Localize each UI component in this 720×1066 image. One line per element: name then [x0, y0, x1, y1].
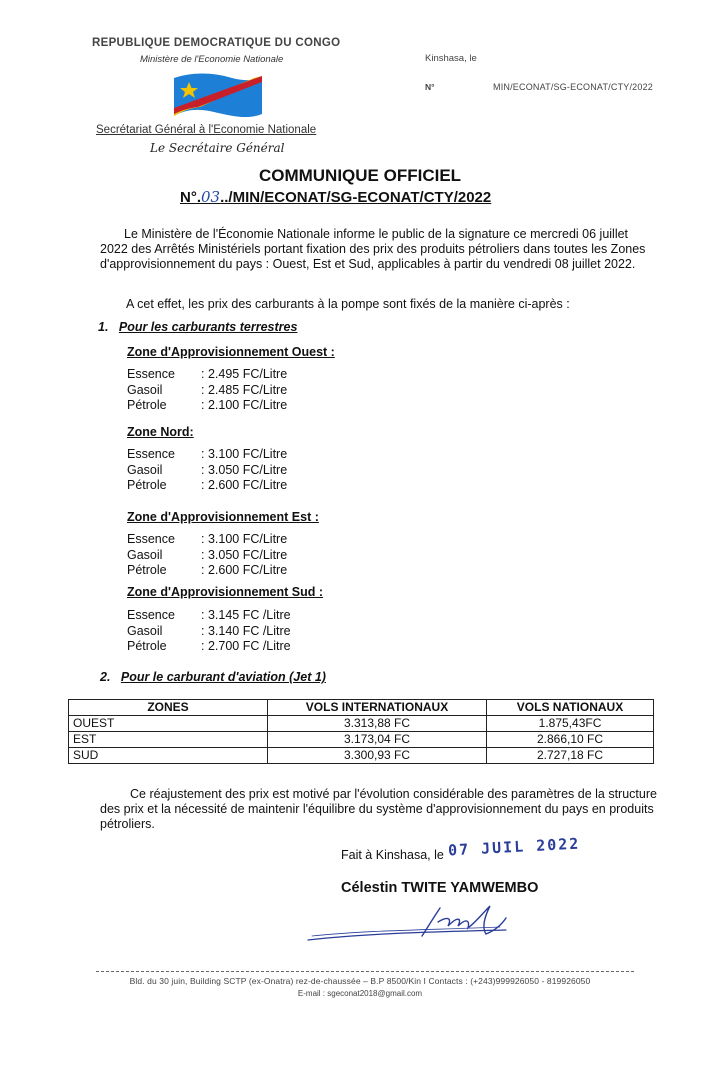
- table-cell: 3.313,88 FC: [268, 716, 487, 732]
- product-price: : 2.495 FC/Litre: [201, 367, 288, 381]
- product-name: Pétrole: [127, 398, 167, 412]
- handwritten-number: 03: [201, 188, 221, 206]
- reference-number: MIN/ECONAT/SG-ECONAT/CTY/2022: [493, 82, 653, 92]
- price-row: [127, 398, 287, 414]
- table-cell: 3.173,04 FC: [268, 732, 487, 748]
- product-name: Gasoil: [127, 623, 163, 638]
- intro-paragraph: Le Ministère de l'Économie Nationale informe le public de la signature ce mercredi 06 juillet 2022 des Arrêtés Ministériels portant fixation des prix des produits pétroliers dans toutes les Zones d'approvisionnement du pays : Ouest, Est et Sud, applicables à partir du vendredi 08 juillet 2022.: [100, 227, 646, 271]
- table-header: VOLS INTERNATIONAUX: [268, 700, 487, 716]
- product-name: Gasoil: [127, 462, 163, 477]
- zone-ouest-prices: [127, 367, 287, 414]
- price-row: [127, 608, 291, 624]
- price-row: [127, 563, 287, 579]
- product-name: Pétrole: [127, 563, 167, 577]
- product-price: : 2.100 FC/Litre: [201, 398, 288, 412]
- price-row: [127, 478, 287, 494]
- number-label: N°: [425, 82, 435, 92]
- section-1-title: Pour les carburants terrestres: [118, 320, 298, 334]
- product-price: : 3.100 FC/Litre: [201, 532, 288, 546]
- section-2-title: Pour le carburant d'aviation (Jet 1): [120, 670, 326, 684]
- product-price: : 3.145 FC /Litre: [201, 608, 291, 622]
- product-price: : 3.050 FC/Litre: [201, 462, 288, 477]
- aviation-fuel-table: [68, 699, 654, 764]
- product-price: : 3.140 FC /Litre: [201, 623, 291, 638]
- fait-a-kinshasa: Fait à Kinshasa, le: [341, 848, 444, 862]
- date-stamp: 07 JUIL 2022: [447, 834, 581, 860]
- justification-paragraph: Ce réajustement des prix est motivé par l'évolution considérable des paramètres de la structure des prix et la nécessité de maintenir l'équilibre du système d'approvisionnement du pays en produits pétroliers.: [100, 787, 657, 831]
- product-price: : 2.700 FC /Litre: [201, 639, 291, 653]
- price-row: [127, 367, 287, 383]
- section-2-heading: [100, 670, 326, 684]
- product-name: Essence: [127, 532, 175, 546]
- price-row: [127, 548, 287, 564]
- product-name: Pétrole: [127, 639, 167, 653]
- section-1-number: 1.: [98, 320, 109, 334]
- footer-divider: [96, 971, 634, 972]
- place-date: Kinshasa, le: [425, 53, 477, 64]
- table-cell: EST: [69, 732, 268, 748]
- product-price: : 2.600 FC/Litre: [201, 563, 288, 577]
- table-cell: 2.866,10 FC: [487, 732, 654, 748]
- footer-address: Bld. du 30 juin, Building SCTP (ex-Onatra) rez-de-chaussée – B.P 8500/Kin I Contacts : (+243)999926050 - 819926050: [129, 976, 591, 986]
- footer-email: E-mail : sgeconat2018@gmail.com: [297, 989, 423, 998]
- product-name: Essence: [127, 447, 175, 461]
- price-row: [127, 532, 287, 548]
- zone-est-prices: [127, 532, 287, 579]
- country-name: REPUBLIQUE DEMOCRATIQUE DU CONGO: [92, 37, 341, 49]
- table-header-row: [69, 700, 654, 716]
- prices-intro-paragraph: A cet effet, les prix des carburants à la pompe sont fixés de la manière ci-après :: [126, 297, 570, 311]
- communique-number: [180, 188, 491, 206]
- price-row: [127, 463, 287, 479]
- signatory-role: Le Secrétaire Général: [150, 141, 285, 155]
- secretariat-name: Secrétariat Général à l'Economie Nationale: [96, 124, 317, 136]
- product-name: Essence: [127, 608, 175, 622]
- table-cell: 1.875,43FC: [487, 716, 654, 732]
- table-header: VOLS NATIONAUX: [487, 700, 654, 716]
- product-name: Gasoil: [127, 547, 163, 562]
- zone-nord-prices: [127, 447, 287, 494]
- ministry-name: Ministère de l'Economie Nationale: [140, 54, 284, 65]
- zone-sud-title: Zone d'Approvisionnement Sud :: [127, 585, 324, 599]
- product-price: : 2.485 FC/Litre: [201, 382, 288, 397]
- product-name: Essence: [127, 367, 175, 381]
- zone-sud-prices: [127, 608, 291, 655]
- product-price: : 3.050 FC/Litre: [201, 547, 288, 562]
- table-row: [69, 732, 654, 748]
- table-cell: 3.300,93 FC: [268, 748, 487, 764]
- zone-est-title: Zone d'Approvisionnement Est :: [127, 510, 319, 524]
- price-row: [127, 639, 291, 655]
- drc-flag-icon: [172, 70, 264, 120]
- page-title: COMMUNIQUE OFFICIEL: [258, 166, 462, 185]
- price-row: [127, 383, 287, 399]
- price-row: [127, 447, 287, 463]
- table-row: [69, 748, 654, 764]
- product-name: Pétrole: [127, 478, 167, 492]
- handwritten-signature-icon: [300, 900, 510, 945]
- price-row: [127, 624, 291, 640]
- table-header: ZONES: [69, 700, 268, 716]
- product-name: Gasoil: [127, 382, 163, 397]
- number-prefix: N°.: [180, 189, 201, 206]
- section-1-heading: [98, 320, 297, 334]
- table-cell: SUD: [69, 748, 268, 764]
- table-cell: OUEST: [69, 716, 268, 732]
- table-cell: 2.727,18 FC: [487, 748, 654, 764]
- zone-nord-title: Zone Nord:: [127, 425, 194, 439]
- product-price: : 2.600 FC/Litre: [201, 478, 288, 492]
- product-price: : 3.100 FC/Litre: [201, 447, 288, 461]
- table-row: [69, 716, 654, 732]
- signatory-name: Célestin TWITE YAMWEMBO: [341, 880, 539, 896]
- number-suffix: ../MIN/ECONAT/SG-ECONAT/CTY/2022: [220, 189, 492, 206]
- zone-ouest-title: Zone d'Approvisionnement Ouest :: [127, 345, 335, 359]
- section-2-number: 2.: [100, 670, 111, 684]
